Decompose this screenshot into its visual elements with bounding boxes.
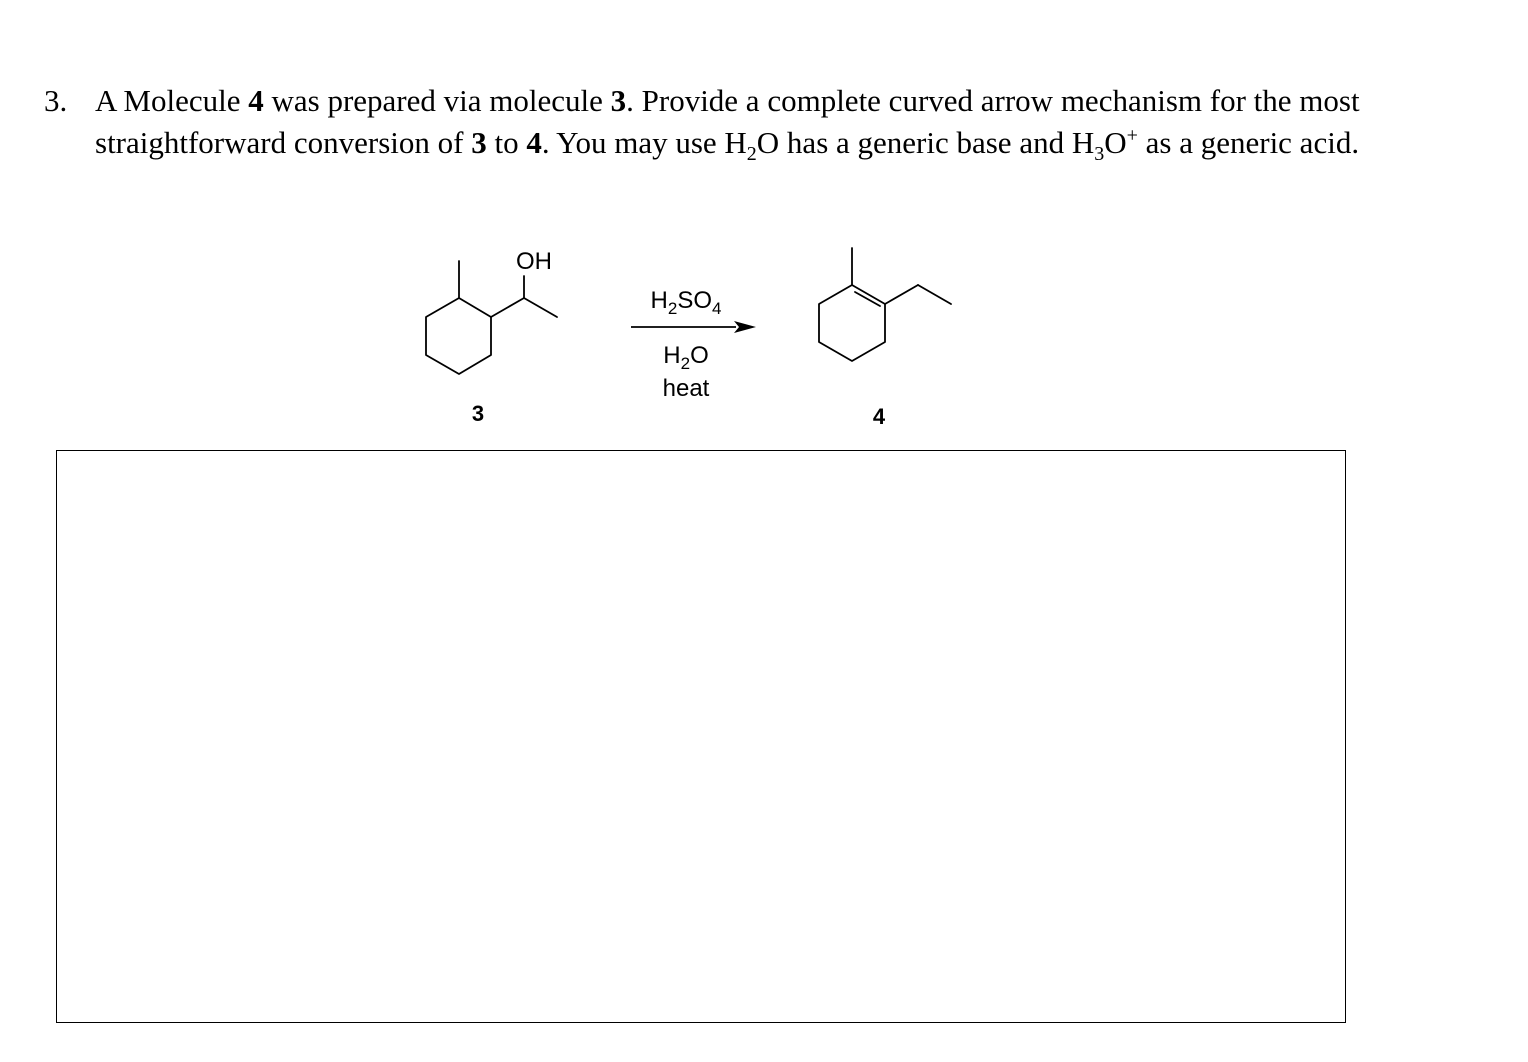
product-ethyl-bond-1	[885, 285, 918, 304]
product-ethyl-bond-2	[918, 285, 951, 304]
reaction-arrow-head	[734, 321, 756, 333]
question-number: 3.	[44, 83, 68, 118]
answer-box[interactable]	[56, 450, 1346, 1023]
molecule-ref-4: 4	[248, 83, 264, 118]
reactant-side-chain-bond	[491, 298, 524, 317]
product-label: 4	[872, 404, 886, 429]
product-structure	[819, 248, 951, 361]
reactant-structure	[426, 261, 557, 374]
hydroxyl-label: OH	[516, 248, 552, 275]
molecule-ref-4: 4	[526, 125, 542, 160]
reagent-top: $H_2SO_4$	[650, 287, 722, 318]
question-body: A Molecule 4 was prepared via molecule 3. Provide a complete curved arrow mechanism for the most straightforward conversion of 3 to 4. You may use $H_2O$ has a generic base and $H_3O^+$ as a generic acid.	[95, 83, 1360, 166]
product-ring	[819, 285, 885, 361]
molecule-ref-3: 3	[471, 125, 487, 160]
molecule-ref-3: 3	[610, 83, 627, 118]
reactant-label: 3	[471, 401, 485, 426]
reagent-bottom-water: $H_2O$	[663, 342, 709, 373]
reagent-bottom-heat: heat	[662, 375, 710, 402]
reactant-ring	[426, 298, 491, 374]
reactant-terminal-methyl-bond	[524, 298, 557, 317]
